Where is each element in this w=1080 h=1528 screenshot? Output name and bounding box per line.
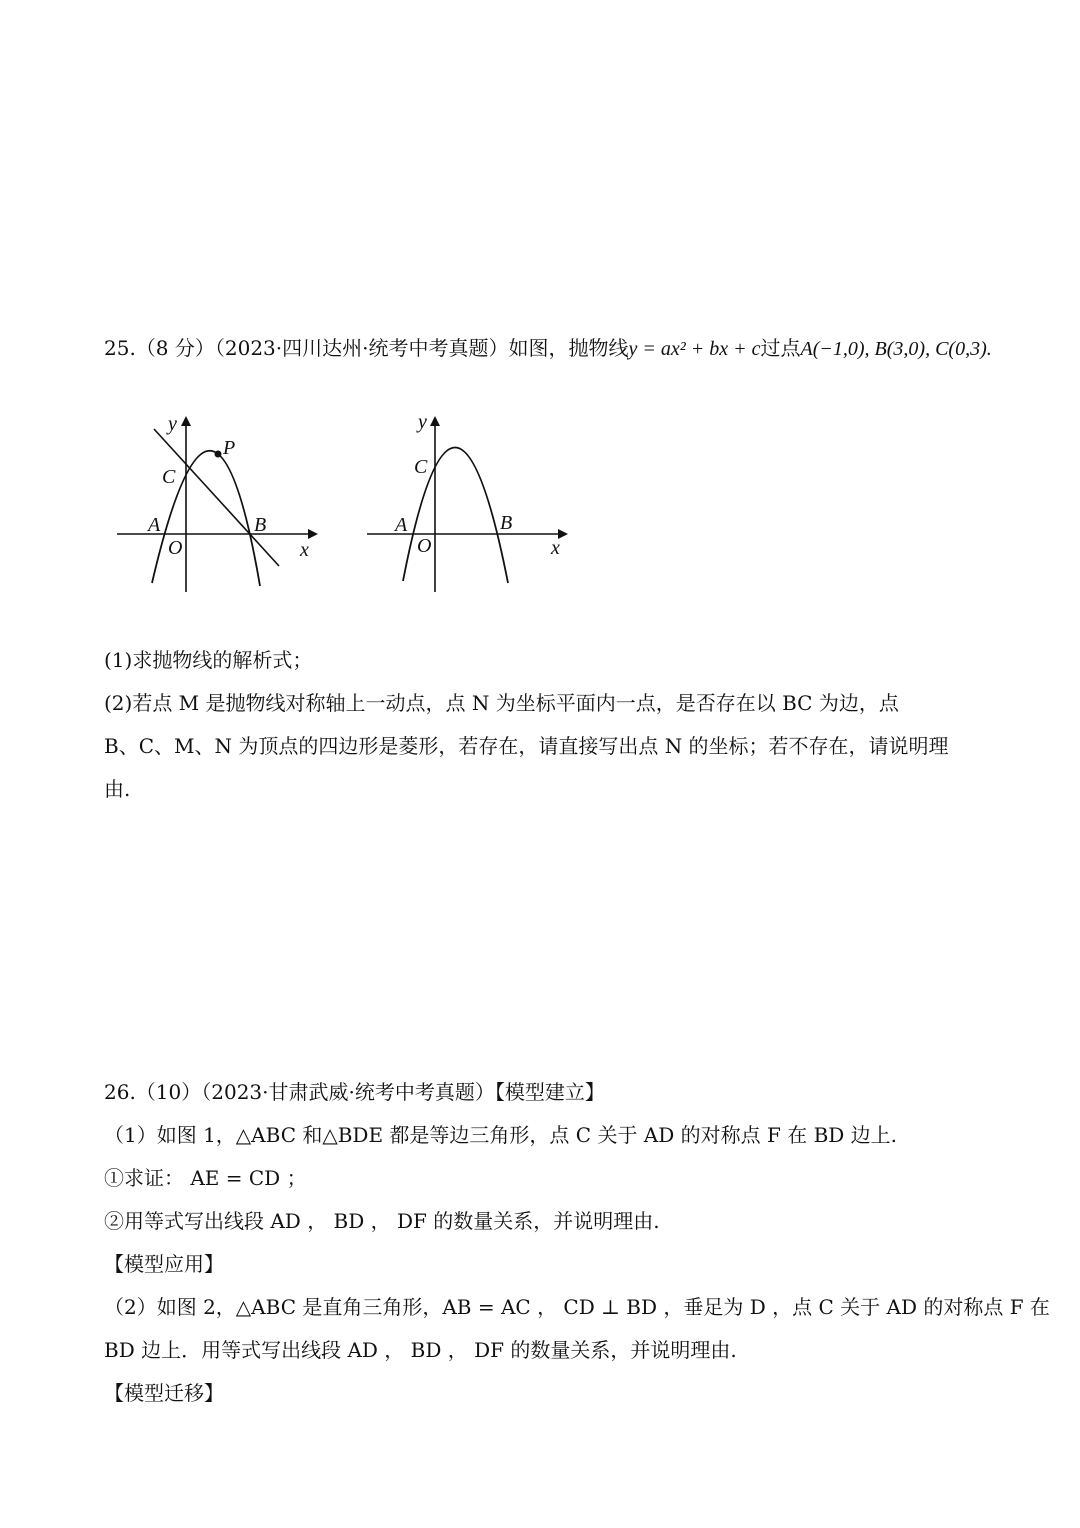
q26-heading: 26.（10）（2023·甘肃武威·统考中考真题）【模型建立】 [104, 1080, 605, 1104]
fig1-label-y: y [168, 413, 177, 435]
q25-part1: (1)求抛物线的解析式； [104, 648, 313, 672]
fig2-label-a: A [395, 514, 408, 536]
fig2-label-c: C [414, 456, 428, 478]
figure-1 [112, 410, 322, 595]
fig2-label-o: O [417, 535, 432, 557]
q25-points: A(−1,0), B(3,0), C(0,3). [800, 338, 992, 360]
fig2-label-b: B [500, 512, 513, 534]
q25-part2-line2: B、C、M、N 为顶点的四边形是菱形，若存在，请直接写出点 N 的坐标；若不存在，请说明理 [104, 734, 949, 758]
q26-section-model-application: 【模型应用】 [104, 1252, 224, 1276]
q26-p1: （1）如图 1，△ABC 和△BDE 都是等边三角形，点 C 关于 AD 的对称点 F 在 BD 边上. [104, 1123, 898, 1147]
q26-p1a: ①求证： AE = CD ； [104, 1166, 307, 1190]
q25-part2-line1: (2)若点 M 是抛物线对称轴上一动点，点 N 为坐标平面内一点，是否存在以 BC 为边，点 [104, 691, 899, 715]
q26-section-model-transfer: 【模型迁移】 [104, 1381, 224, 1405]
fig1-label-c: C [162, 466, 176, 488]
fig1-label-a: A [148, 514, 161, 536]
fig1-label-p: P [223, 437, 236, 459]
fig1-point-p [215, 451, 222, 458]
fig1-label-b: B [254, 514, 267, 536]
q26-p1b: ②用等式写出线段 AD ， BD ， DF 的数量关系，并说明理由. [104, 1209, 660, 1233]
q25-heading-middle: 过点 [760, 336, 801, 360]
fig1-label-x: x [300, 539, 309, 561]
q25-heading-prefix: 25.（8 分）（2023·四川达州·统考中考真题）如图，抛物线 [104, 336, 629, 360]
q25-formula: y = ax² + bx + c [628, 338, 761, 360]
fig2-label-y: y [418, 411, 427, 433]
figure-2 [362, 410, 572, 595]
fig1-y-arrow [181, 416, 191, 426]
q26-p2-line2: BD 边上．用等式写出线段 AD ， BD ， DF 的数量关系，并说明理由. [104, 1338, 737, 1362]
q26-p2-line1: （2）如图 2，△ABC 是直角三角形，AB = AC ， CD ⊥ BD ，垂足为 D ，点 C 关于 AD 的对称点 F 在 [104, 1295, 1050, 1319]
fig1-label-o: O [168, 537, 183, 559]
fig2-y-arrow [430, 416, 440, 426]
q25-heading [104, 334, 992, 363]
fig2-label-x: x [551, 537, 560, 559]
q25-part2-line3: 由. [104, 777, 131, 801]
fig1-x-arrow [308, 529, 318, 539]
